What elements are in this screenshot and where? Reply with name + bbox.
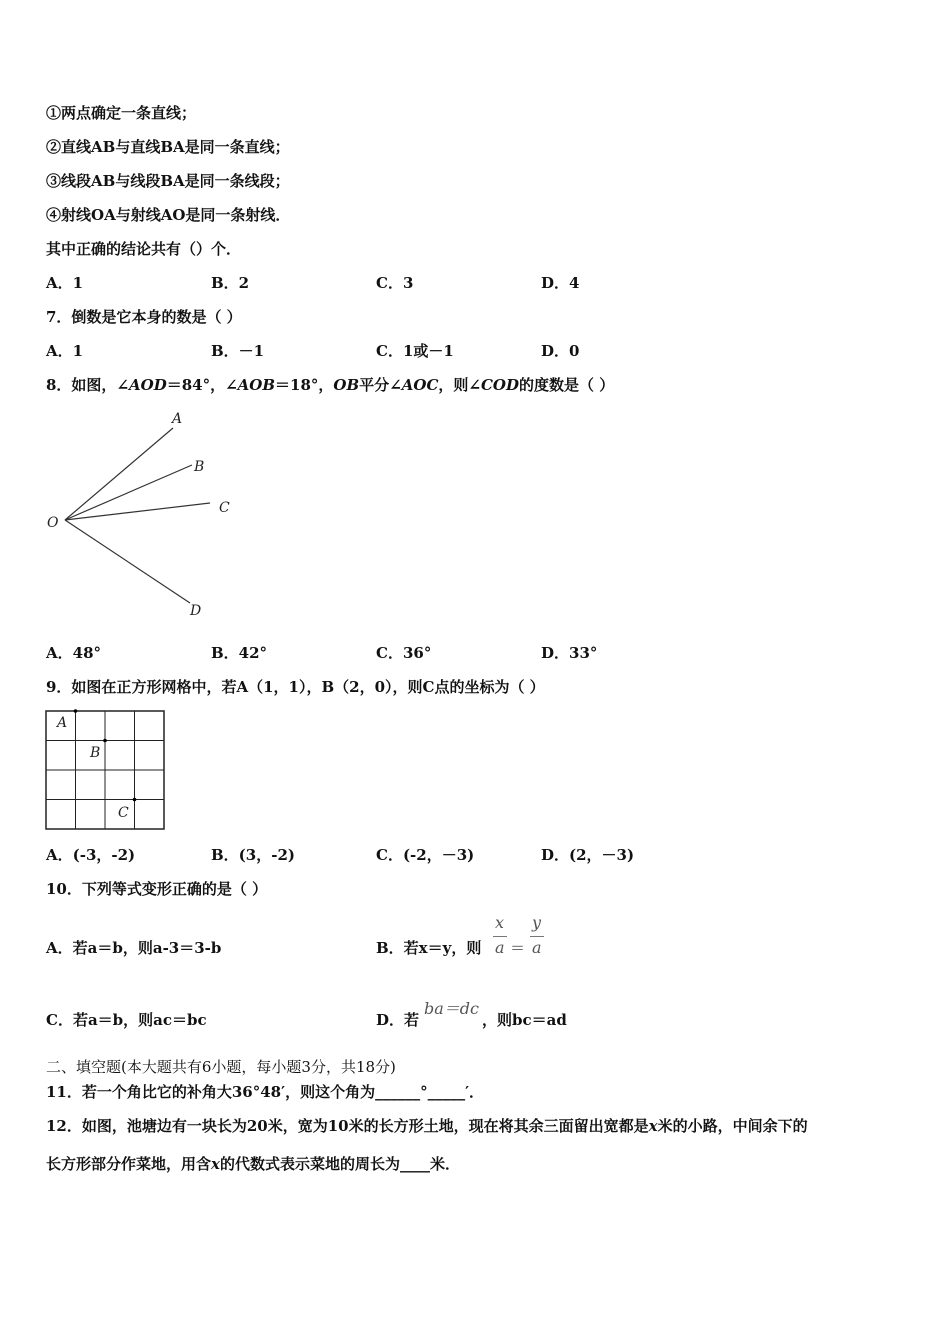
q10-stem: 10．下列等式变形正确的是（ ） — [46, 880, 268, 898]
q6-option-a[interactable]: A．1 — [46, 274, 84, 292]
section-title: 二、填空题(本大题共有6小题，每小题3分，共18分) — [46, 1058, 396, 1076]
statement-1: ①两点确定一条直线； — [46, 104, 197, 122]
q9-option-b[interactable]: B．(3，-2) — [211, 846, 295, 864]
statement-2: ②直线AB与直线BA是同一条直线； — [46, 138, 290, 156]
q10-option-b[interactable]: B．若x＝y，则 — [376, 939, 482, 957]
q8-option-b[interactable]: B．42° — [211, 644, 268, 662]
q6-option-d[interactable]: D．4 — [541, 274, 580, 292]
option-d-expression: ba＝dc — [424, 999, 479, 1018]
label-c: C — [219, 500, 230, 516]
q6-option-c[interactable]: C．3 — [376, 274, 414, 292]
q8-option-d[interactable]: D．33° — [541, 644, 598, 662]
label-b: B — [194, 459, 205, 475]
q9-option-d[interactable]: D．(2，－3) — [541, 846, 635, 864]
q6-prompt: 其中正确的结论共有（）个． — [46, 240, 242, 258]
equals-sign: ＝ — [510, 939, 526, 957]
q7-option-c[interactable]: C．1或－1 — [376, 342, 454, 360]
statement-4: ④射线OA与射线AO是同一条射线． — [46, 206, 291, 224]
q7-option-d[interactable]: D．0 — [541, 342, 580, 360]
ray-oa — [65, 428, 173, 520]
q7-option-b[interactable]: B．－1 — [211, 342, 265, 360]
point-b — [103, 739, 107, 743]
statement-3: ③线段AB与线段BA是同一条线段； — [46, 172, 290, 190]
ray-oc — [65, 503, 210, 520]
point-c — [133, 798, 137, 802]
ray-ob — [65, 465, 192, 520]
option-d-suffix: ，则bc＝ad — [482, 1011, 567, 1029]
grid-label-b: B — [90, 745, 101, 761]
q12-line1: 12．如图，池塘边有一块长为20米，宽为10米的长方形土地，现在将其余三面留出宽都是x米的小路，中间余下的 — [46, 1117, 808, 1135]
frac-right-bar — [530, 936, 544, 937]
frac-left-numerator: x — [495, 913, 505, 932]
q10-option-d[interactable]: D．若 — [376, 1011, 420, 1029]
q6-option-b[interactable]: B．2 — [211, 274, 250, 292]
frac-right-denominator: a — [532, 938, 542, 957]
q10-option-c[interactable]: C．若a＝b，则ac＝bc — [46, 1011, 207, 1029]
ray-od — [65, 520, 190, 603]
q11-text: 11．若一个角比它的补角大36°48′，则这个角为______°_____′． — [46, 1083, 485, 1101]
q8-stem: 8．如图，∠AOD＝84°，∠AOB＝18°，OB平分∠AOC，则∠COD的度数是（ ） — [46, 376, 615, 394]
frac-left-denominator: a — [495, 938, 505, 957]
frac-left-bar — [493, 936, 507, 937]
q7-stem: 7．倒数是它本身的数是（ ） — [46, 308, 242, 326]
q7-option-a[interactable]: A．1 — [46, 342, 84, 360]
grid-label-a: A — [57, 715, 68, 731]
frac-right-numerator: y — [532, 913, 542, 932]
q9-stem: 9．如图在正方形网格中，若A（1，1），B（2，0），则C点的坐标为（ ） — [46, 678, 545, 696]
q10-option-a[interactable]: A．若a＝b，则a-3＝3-b — [46, 939, 222, 957]
point-a — [74, 709, 78, 713]
q8-option-a[interactable]: A．48° — [46, 644, 102, 662]
q12-line2: 长方形部分作菜地，用含x的代数式表示菜地的周长为____米． — [46, 1155, 460, 1173]
label-o: O — [47, 515, 59, 531]
label-d: D — [190, 603, 202, 619]
label-a: A — [172, 411, 183, 427]
square-grid — [44, 709, 168, 833]
q9-option-c[interactable]: C．(-2，－3) — [376, 846, 475, 864]
grid-label-c: C — [118, 805, 129, 821]
q9-option-a[interactable]: A．(-3，-2) — [46, 846, 136, 864]
angle-figure — [40, 405, 250, 625]
q8-option-c[interactable]: C．36° — [376, 644, 432, 662]
